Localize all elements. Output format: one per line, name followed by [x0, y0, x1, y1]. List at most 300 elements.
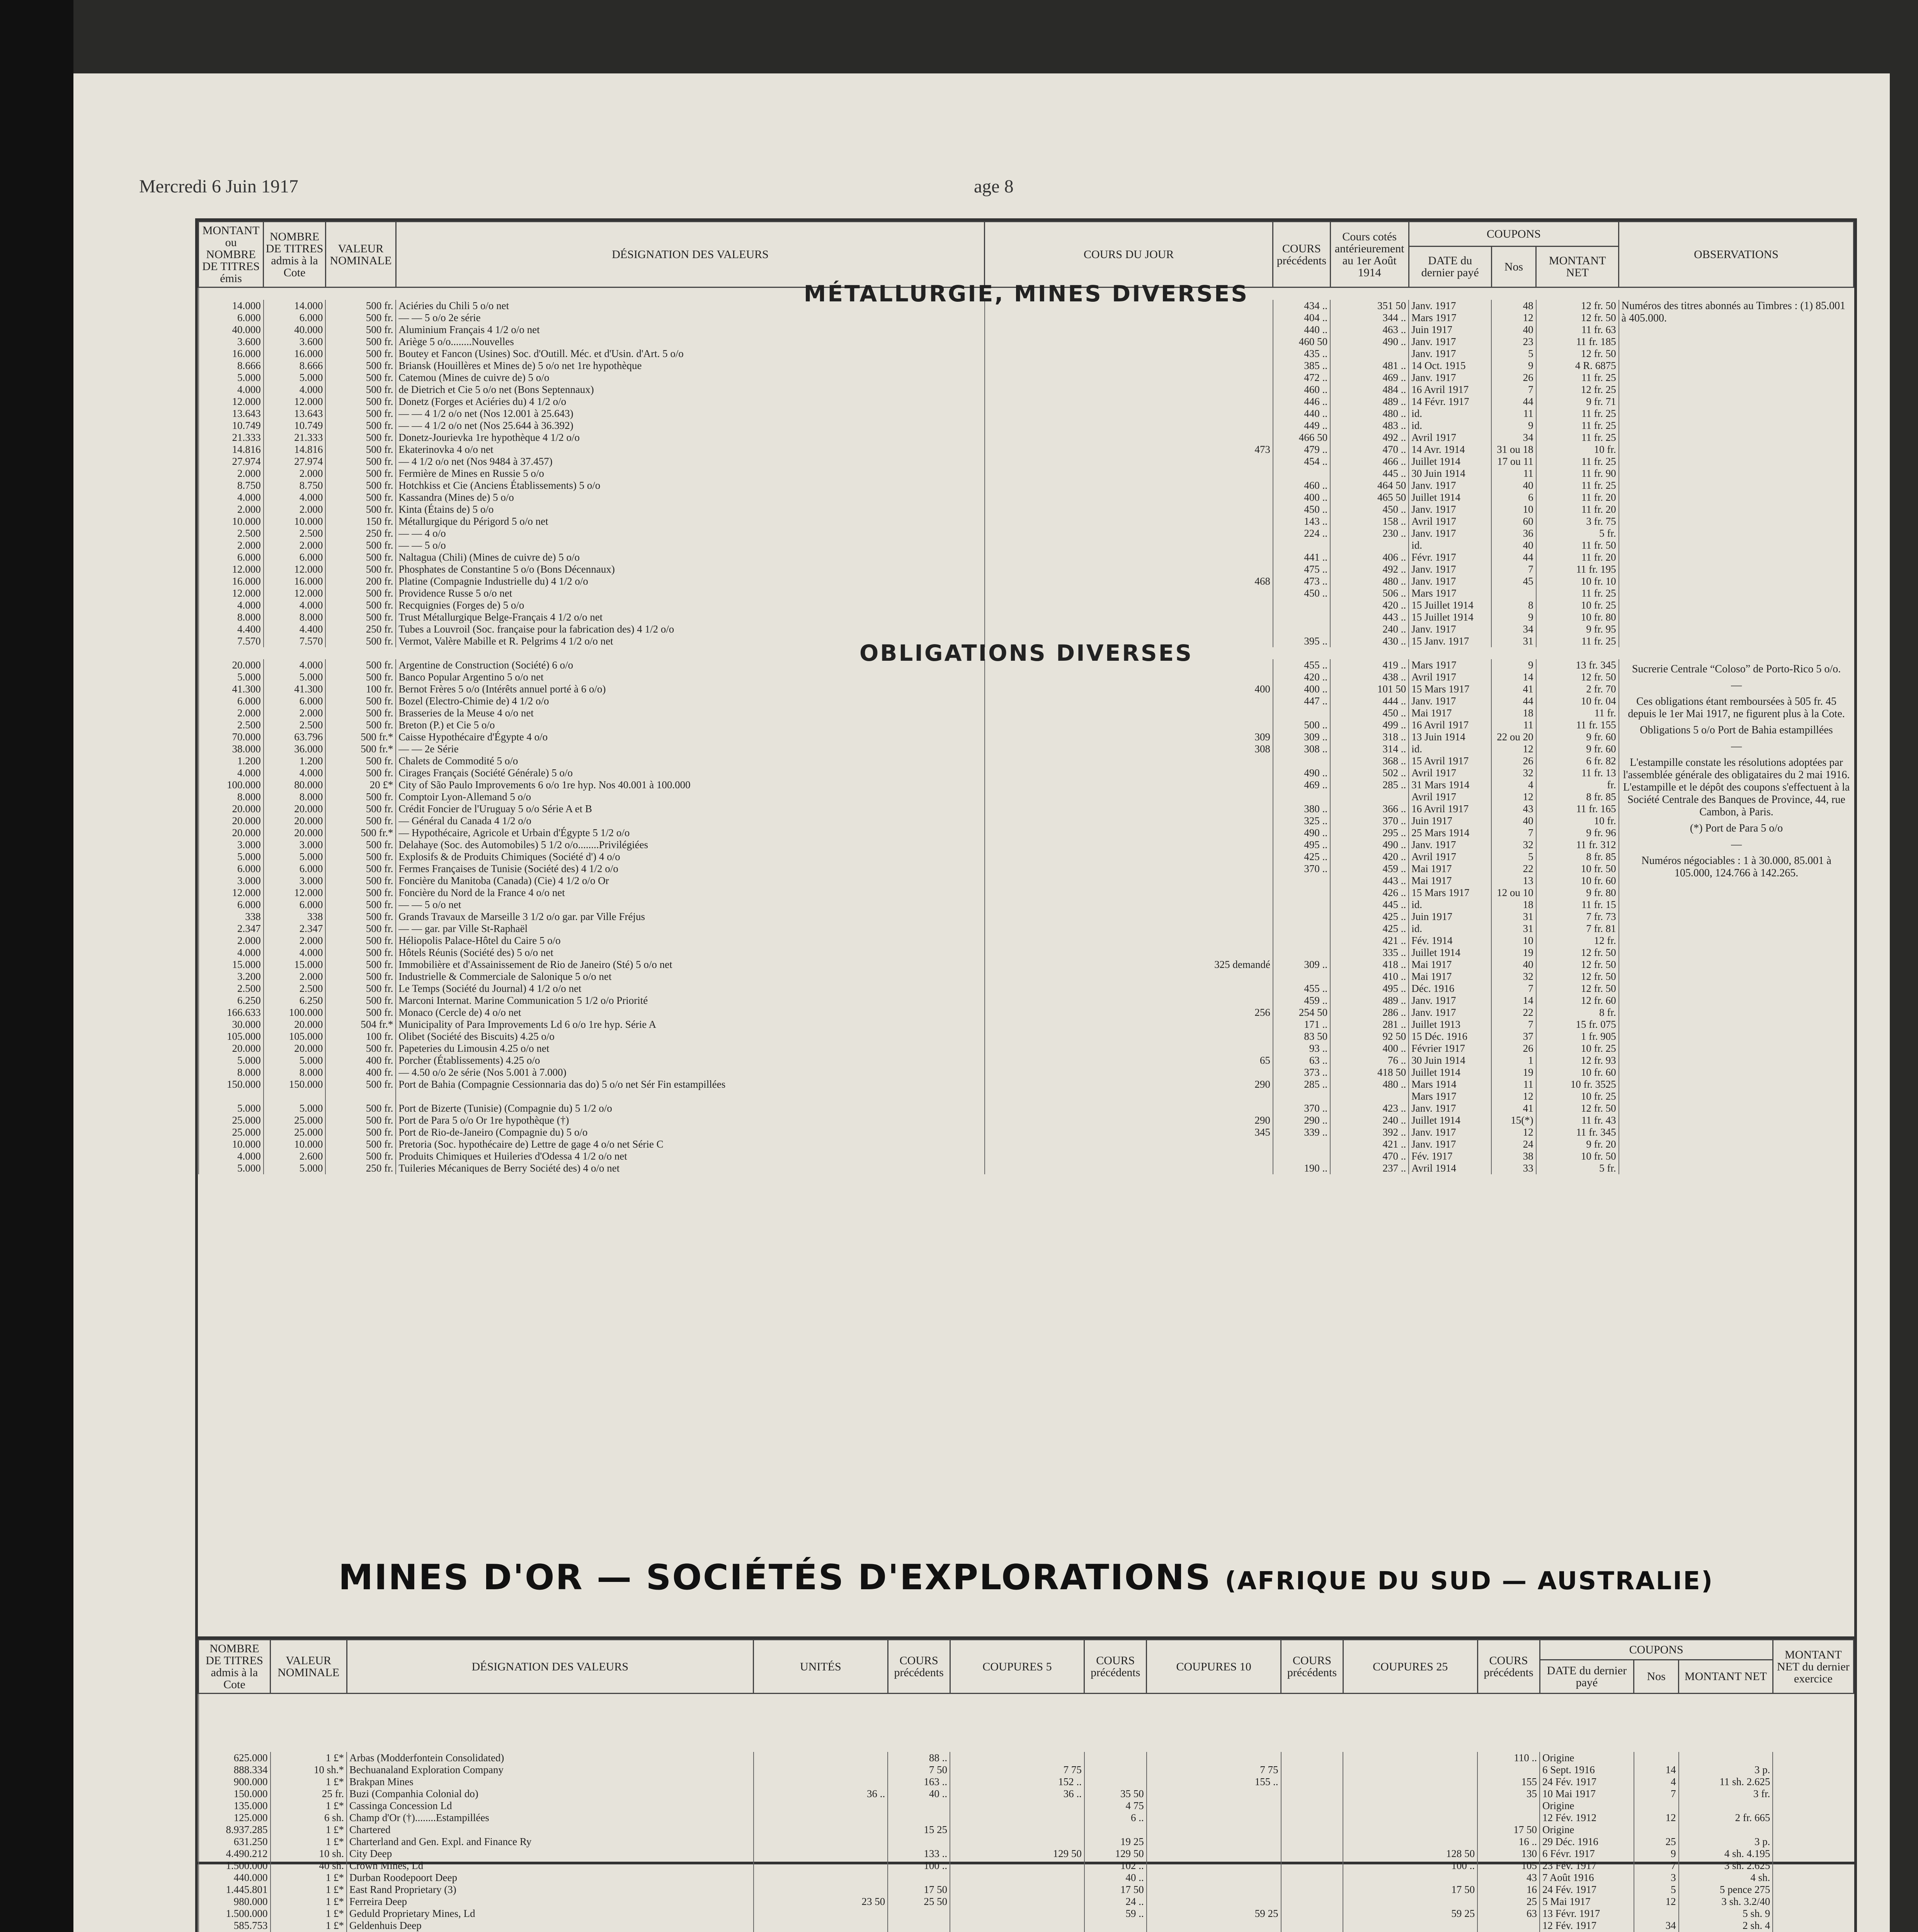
cell-cours-prec-4: [1477, 1764, 1540, 1776]
cell-cours-prec: [1273, 623, 1330, 635]
cell-cours-prec-4: 110 ..: [1477, 1752, 1540, 1764]
cell-nombre: 4.000: [264, 659, 326, 671]
cell-coupures10: [1147, 1860, 1281, 1872]
cell-date: Avril 1914: [1409, 1162, 1491, 1174]
cell-no: 18: [1491, 707, 1536, 719]
cell-montant-net: 10 fr. 60: [1536, 1066, 1619, 1078]
cell-cours-prec: 400 ..: [1273, 492, 1330, 503]
cell-valeur: 500 fr.: [325, 959, 396, 971]
cell-montant: 10.749: [199, 420, 264, 432]
cell-montant-net: 12 fr. 60: [1536, 995, 1619, 1007]
cell-no: 26: [1491, 372, 1536, 384]
cell-designation: City Deep: [347, 1848, 753, 1860]
cell-coupures10: [1147, 1884, 1281, 1896]
cell-cours-jour: 290: [985, 1078, 1273, 1090]
cell-nombre: 6.000: [264, 863, 326, 875]
cell-cours-prec-3: [1281, 1908, 1343, 1920]
cell-cours-jour: [985, 527, 1273, 539]
cell-date: Janv. 1917: [1409, 480, 1491, 492]
cell-date: id.: [1409, 923, 1491, 935]
cell-no: 22: [1491, 1007, 1536, 1019]
cell-coupures25: [1343, 1812, 1477, 1824]
cell-montant-net: 11 fr. 25: [1536, 456, 1619, 468]
cell-cours-prec: [1273, 1150, 1330, 1162]
cell-montant: 8.000: [199, 1066, 264, 1078]
cell-cours-prec-3: [1281, 1788, 1343, 1800]
cell-nombre: 4.490.212: [199, 1848, 271, 1860]
cell-cours-cotes: 466 ..: [1330, 456, 1409, 468]
mines-section-title: [195, 1557, 1857, 1598]
cell-montant: 6.000: [199, 863, 264, 875]
cell-unites: [754, 1848, 888, 1860]
cell-montant: 4.000: [199, 1150, 264, 1162]
cell-nombre: 36.000: [264, 743, 326, 755]
cell-exercice: [1773, 1896, 1853, 1908]
cell-date: Janv. 1917: [1409, 1138, 1491, 1150]
cell-designation: Caisse Hypothécaire d'Égypte 4 o/o: [396, 731, 984, 743]
cell-exercice: [1773, 1824, 1853, 1836]
cell-designation: City of São Paulo Improvements 6 o/o 1re hyp. Nos 40.001 à 100.000: [396, 779, 984, 791]
cell-date: 5 Mai 1917: [1540, 1896, 1634, 1908]
cell-montant-net: 11 fr. 25: [1536, 408, 1619, 420]
cell-cours-cotes: 480 ..: [1330, 408, 1409, 420]
cell-designation: de Dietrich et Cie 5 o/o net (Bons Septennaux): [396, 384, 984, 396]
cell-date: 7 Août 1916: [1540, 1872, 1634, 1884]
cell-date: id.: [1409, 743, 1491, 755]
table-row: [199, 767, 1854, 779]
cell-valeur: 200 fr.: [325, 575, 396, 587]
cell-nombre: 100.000: [264, 1007, 326, 1019]
cell-cours-prec-4: 25: [1477, 1896, 1540, 1908]
cell-montant: 6.000: [199, 695, 264, 707]
cell-valeur: 500 fr.: [325, 995, 396, 1007]
col-observations: OBSERVATIONS: [1619, 222, 1854, 287]
cell-cours-prec-4: 43: [1477, 1872, 1540, 1884]
cell-no: 31: [1491, 923, 1536, 935]
cell-nombre: 10.749: [264, 420, 326, 432]
cell-designation: Naltagua (Chili) (Mines de cuivre de) 5 o/o: [396, 551, 984, 563]
col-cours-prec: COURS précédents: [1273, 222, 1330, 287]
observation-text: Ces obligations étant remboursées à 505 fr. 45 depuis le 1er Mai 1917, ne figurent plus à la Cote.: [1628, 696, 1845, 720]
col-cours-cotes: Cours cotés antérieurement au 1er Août 1914: [1330, 222, 1409, 287]
table-row: [199, 348, 1854, 360]
cell-valeur: 1 £*: [271, 1800, 347, 1812]
cell-date: Mars 1917: [1409, 1090, 1491, 1102]
cell-cours-cotes: 480 ..: [1330, 1078, 1409, 1090]
cell-cours-prec-3: [1281, 1896, 1343, 1908]
cell-valeur: 250 fr.: [325, 527, 396, 539]
cell-cours-cotes: 490 ..: [1330, 839, 1409, 851]
table-row: [199, 599, 1854, 611]
cell-cours-prec: [1273, 911, 1330, 923]
cell-nombre: 14.816: [264, 444, 326, 456]
cell-no: 44: [1491, 551, 1536, 563]
cell-coupures10: [1147, 1800, 1281, 1812]
cell-cours-jour: [985, 432, 1273, 444]
cell-designation: Trust Métallurgique Belge-Français 4 1/2 o/o net: [396, 611, 984, 623]
cell-montant: 21.333: [199, 432, 264, 444]
cell-nombre: 2.000: [264, 503, 326, 515]
cell-cours-prec-4: 35: [1477, 1788, 1540, 1800]
cell-no: 15(*): [1491, 1114, 1536, 1126]
cell-nombre: 12.000: [264, 396, 326, 408]
cell-date: 15 Mars 1917: [1409, 683, 1491, 695]
cell-valeur: 500 fr.: [325, 611, 396, 623]
cell-date: Mars 1914: [1409, 1078, 1491, 1090]
cell-coupures10: [1147, 1872, 1281, 1884]
cell-designation: Aciéries du Chili 5 o/o net: [396, 300, 984, 312]
cell-valeur: 1 £*: [271, 1920, 347, 1932]
cell-cours-cotes: 237 ..: [1330, 1162, 1409, 1174]
cell-montant: 4.000: [199, 947, 264, 959]
cell-cours-cotes: 366 ..: [1330, 803, 1409, 815]
cell-montant-net: 10 fr. 3525: [1536, 1078, 1619, 1090]
cell-date: Avril 1917: [1409, 432, 1491, 444]
cell-cours-cotes: 443 ..: [1330, 875, 1409, 887]
cell-cours-prec: 373 ..: [1273, 1066, 1330, 1078]
cell-nombre: 12.000: [264, 587, 326, 599]
table-row: [199, 515, 1854, 527]
cell-valeur: 500 fr.: [325, 563, 396, 575]
cell-montant-net: 3 fr. 75: [1536, 515, 1619, 527]
cell-designation: Port de Para 5 o/o Or 1re hypothèque (†): [396, 1114, 984, 1126]
cell-nombre: 2.600: [264, 1150, 326, 1162]
cell-cours-jour: [985, 336, 1273, 348]
mcol-coupons: COUPONS: [1540, 1640, 1773, 1660]
cell-no: 31: [1491, 911, 1536, 923]
cell-unites: [754, 1860, 888, 1872]
cell-nombre: 10.000: [264, 1138, 326, 1150]
table-row: [199, 935, 1854, 947]
table-row: [199, 887, 1854, 899]
cell-date: 15 Janv. 1917: [1409, 635, 1491, 647]
cell-cours-prec: 490 ..: [1273, 827, 1330, 839]
cell-montant-net: 10 fr. 25: [1536, 1043, 1619, 1054]
cell-unites: [754, 1824, 888, 1836]
cell-montant: 2.000: [199, 503, 264, 515]
cell-montant-net: 11 fr. 63: [1536, 324, 1619, 336]
table-row: [199, 492, 1854, 503]
cell-designation: Chartered: [347, 1824, 753, 1836]
cell-no: 38: [1491, 1150, 1536, 1162]
cell-cours-jour: [985, 396, 1273, 408]
table-row: [199, 312, 1854, 324]
cell-nombre: 1.445.801: [199, 1884, 271, 1896]
cell-date: 12 Fév. 1912: [1540, 1812, 1634, 1824]
cell-date: Janv. 1917: [1409, 372, 1491, 384]
cell-montant: 4.000: [199, 384, 264, 396]
cell-designation: Phosphates de Constantine 5 o/o (Bons Décennaux): [396, 563, 984, 575]
cell-cours-cotes: 370 ..: [1330, 815, 1409, 827]
cell-coupures5: [950, 1908, 1084, 1920]
cell-montant-net: [1679, 1824, 1773, 1836]
cell-date: Février 1917: [1409, 1043, 1491, 1054]
col-coupons: COUPONS: [1409, 222, 1618, 247]
mcol-cours-prec3: COURS précédents: [1281, 1640, 1343, 1694]
cell-cours-jour: [985, 611, 1273, 623]
cell-cours-cotes: 425 ..: [1330, 911, 1409, 923]
cell-cours-cotes: 430 ..: [1330, 635, 1409, 647]
cell-cours-jour: [985, 1162, 1273, 1174]
cell-coupures25: [1343, 1896, 1477, 1908]
cell-cours-prec: [1273, 755, 1330, 767]
mcol-coupures5: COUPURES 5: [950, 1640, 1084, 1694]
cell-montant: 16.000: [199, 575, 264, 587]
cell-coupures10: [1147, 1848, 1281, 1860]
cell-cours-prec: 370 ..: [1273, 863, 1330, 875]
cell-montant-net: 11 fr. 345: [1536, 1126, 1619, 1138]
cell-nombre: 14.000: [264, 300, 326, 312]
cell-montant: 6.000: [199, 899, 264, 911]
cell-valeur: 500 fr.: [325, 947, 396, 959]
cell-coupures25: [1343, 1920, 1477, 1932]
cell-coupures5: [950, 1812, 1084, 1824]
cell-no: 11: [1491, 468, 1536, 480]
cell-valeur: 25 fr.: [271, 1788, 347, 1800]
cell-date: 23 Fév. 1917: [1540, 1860, 1634, 1872]
cell-no: 3: [1634, 1872, 1679, 1884]
cell-montant: 20.000: [199, 827, 264, 839]
cell-montant-net: 11 fr. 25: [1536, 635, 1619, 647]
cell-no: 12 ou 10: [1491, 887, 1536, 899]
cell-montant-net: 7 fr. 81: [1536, 923, 1619, 935]
cell-coupures25: [1343, 1752, 1477, 1764]
cell-valeur: 40 sh.: [271, 1860, 347, 1872]
cell-designation: — 4.50 o/o 2e série (Nos 5.001 à 7.000): [396, 1066, 984, 1078]
cell-nombre: 105.000: [264, 1031, 326, 1043]
cell-exercice: [1773, 1872, 1853, 1884]
cell-montant-net: 11 fr. 20: [1536, 503, 1619, 515]
cell-montant: 2.500: [199, 527, 264, 539]
cell-cours-jour: [985, 492, 1273, 503]
cell-cours-prec: 440 ..: [1273, 324, 1330, 336]
cell-valeur: 500 fr.: [325, 539, 396, 551]
cell-valeur: 500 fr.: [325, 468, 396, 480]
cell-no: 19: [1491, 1066, 1536, 1078]
cell-nombre: 2.000: [264, 971, 326, 983]
cell-montant: 3.000: [199, 875, 264, 887]
cell-cours-cotes: 344 ..: [1330, 312, 1409, 324]
cell-montant-net: 3 sh. 3.2/40: [1679, 1896, 1773, 1908]
cell-exercice: [1773, 1812, 1853, 1824]
mcol-nombre: NOMBRE DE TITRES admis à la Cote: [199, 1640, 271, 1694]
cell-montant: 8.000: [199, 611, 264, 623]
cell-cours-prec: 459 ..: [1273, 995, 1330, 1007]
cell-date: 15 Mars 1917: [1409, 887, 1491, 899]
cell-date: Janv. 1917: [1409, 563, 1491, 575]
cell-nombre: 20.000: [264, 815, 326, 827]
cell-cours-cotes: 502 ..: [1330, 767, 1409, 779]
cell-montant-net: 3 p.: [1679, 1836, 1773, 1848]
cell-date: Fév. 1914: [1409, 935, 1491, 947]
table-row: [199, 779, 1854, 791]
cell-valeur: 504 fr.*: [325, 1019, 396, 1031]
cell-cours-prec: 449 ..: [1273, 420, 1330, 432]
cell-montant-net: 11 sh. 2.625: [1679, 1776, 1773, 1788]
cell-date: 6 Févr. 1917: [1540, 1848, 1634, 1860]
cell-coupures5: [950, 1860, 1084, 1872]
cell-date: 16 Avril 1917: [1409, 719, 1491, 731]
cell-cours-prec-1: [888, 1920, 950, 1932]
cell-montant-net: 9 fr. 60: [1536, 743, 1619, 755]
cell-valeur: 10 sh.*: [271, 1764, 347, 1776]
cell-designation: Boutey et Fancon (Usines) Soc. d'Outill. Méc. et d'Usin. d'Art. 5 o/o: [396, 348, 984, 360]
cell-valeur: 500 fr.: [325, 1043, 396, 1054]
cell-montant: 20.000: [199, 803, 264, 815]
cell-montant: 12.000: [199, 587, 264, 599]
cell-nombre: 338: [264, 911, 326, 923]
cell-no: 41: [1491, 683, 1536, 695]
cell-no: 41: [1491, 1102, 1536, 1114]
cell-cours-jour: [985, 503, 1273, 515]
cell-montant: 105.000: [199, 1031, 264, 1043]
cell-cours-jour: [985, 803, 1273, 815]
cell-designation: Grands Travaux de Marseille 3 1/2 o/o gar. par Ville Fréjus: [396, 911, 984, 923]
cell-designation: Ekaterinovka 4 o/o net: [396, 444, 984, 456]
cell-exercice: [1773, 1836, 1853, 1848]
table-row: [199, 336, 1854, 348]
cell-no: 5: [1634, 1884, 1679, 1896]
cell-valeur: 500 fr.*: [325, 731, 396, 743]
cell-cours-prec-1: [888, 1800, 950, 1812]
cell-no: 7: [1491, 1019, 1536, 1031]
cell-cours-cotes: 421 ..: [1330, 935, 1409, 947]
cell-cours-prec: 435 ..: [1273, 348, 1330, 360]
cell-no: 34: [1634, 1920, 1679, 1932]
cell-valeur: 500 fr.: [325, 899, 396, 911]
cell-nombre: 4.000: [264, 384, 326, 396]
table-row: [199, 995, 1854, 1007]
cell-montant-net: 10 fr. 60: [1536, 875, 1619, 887]
cell-no: 40: [1491, 959, 1536, 971]
cell-cours-cotes: 469 ..: [1330, 372, 1409, 384]
cell-no: 36: [1491, 527, 1536, 539]
cell-coupures25: 128 50: [1343, 1848, 1477, 1860]
table-row: [199, 923, 1854, 935]
table-row: [199, 468, 1854, 480]
cell-coupures25: [1343, 1788, 1477, 1800]
cell-nombre: 20.000: [264, 827, 326, 839]
cell-designation: Breton (P.) et Cie 5 o/o: [396, 719, 984, 731]
cell-no: 7: [1491, 827, 1536, 839]
cell-date: Mars 1917: [1409, 659, 1491, 671]
cell-date: 31 Mars 1914: [1409, 779, 1491, 791]
cell-date: Janv. 1917: [1409, 839, 1491, 851]
section2-title: OBLIGATIONS DIVERSES: [199, 647, 1854, 659]
cell-cours-prec-3: [1281, 1776, 1343, 1788]
cell-montant-net: 11 fr. 90: [1536, 468, 1619, 480]
cell-cours-jour: 308: [985, 743, 1273, 755]
cell-nombre: 625.000: [199, 1752, 271, 1764]
cell-date: Janv. 1917: [1409, 503, 1491, 515]
table-row: [199, 1908, 1854, 1920]
cell-cours-jour: [985, 551, 1273, 563]
cell-montant-net: 12 fr. 50: [1536, 312, 1619, 324]
cell-valeur: 500 fr.: [325, 1102, 396, 1114]
cell-cours-cotes: 421 ..: [1330, 1138, 1409, 1150]
cell-montant-net: [1679, 1752, 1773, 1764]
cell-designation: East Rand Proprietary (3): [347, 1884, 753, 1896]
cell-montant-net: 11 fr. 195: [1536, 563, 1619, 575]
cell-date: Janv. 1917: [1409, 575, 1491, 587]
cell-cours-cotes: 400 ..: [1330, 1043, 1409, 1054]
cell-cours-jour: [985, 755, 1273, 767]
cell-cours-cotes: 420 ..: [1330, 599, 1409, 611]
cell-no: 31: [1491, 635, 1536, 647]
cell-no: 45: [1491, 575, 1536, 587]
cell-no: 32: [1491, 839, 1536, 851]
cell-montant: 20.000: [199, 815, 264, 827]
cell-nombre: 5.000: [264, 851, 326, 863]
mcol-date: DATE du dernier payé: [1540, 1660, 1634, 1693]
cell-valeur: 500 fr.: [325, 408, 396, 420]
cell-nombre: 6.000: [264, 551, 326, 563]
cell-cours-prec-3: [1281, 1860, 1343, 1872]
cell-cours-prec: 290 ..: [1273, 1114, 1330, 1126]
cell-montant: 12.000: [199, 887, 264, 899]
table-row: [199, 719, 1854, 731]
table-row: [199, 503, 1854, 515]
table-row: [199, 432, 1854, 444]
cell-date: Avril 1917: [1409, 791, 1491, 803]
cell-designation: Cassinga Concession Ld: [347, 1800, 753, 1812]
cell-date: id.: [1409, 899, 1491, 911]
cell-cours-prec-2: 102 ..: [1084, 1860, 1147, 1872]
cell-no: 10: [1491, 935, 1536, 947]
cell-cours-prec: 490 ..: [1273, 767, 1330, 779]
cell-valeur: 500 fr.: [325, 755, 396, 767]
cell-cours-prec-3: [1281, 1836, 1343, 1848]
cell-designation: Métallurgique du Périgord 5 o/o net: [396, 515, 984, 527]
cell-no: 1: [1491, 1054, 1536, 1066]
cell-valeur: 500 fr.: [325, 1138, 396, 1150]
cell-cours-prec: 434 ..: [1273, 300, 1330, 312]
cell-date: Mars 1917: [1409, 312, 1491, 324]
cell-valeur: 500 fr.: [325, 1114, 396, 1126]
cell-date: id.: [1409, 539, 1491, 551]
cell-no: 19: [1491, 947, 1536, 959]
cell-no: 32: [1491, 971, 1536, 983]
cell-cours-jour: [985, 1090, 1273, 1102]
mcol-unites: UNITÉS: [754, 1640, 888, 1694]
cell-no: 14: [1491, 995, 1536, 1007]
cell-montant: 20.000: [199, 1043, 264, 1054]
cell-valeur: 1 £*: [271, 1836, 347, 1848]
cell-montant: 38.000: [199, 743, 264, 755]
cell-date: Janv. 1917: [1409, 995, 1491, 1007]
cell-nombre: 5.000: [264, 671, 326, 683]
cell-valeur: 500 fr.: [325, 695, 396, 707]
cell-date: Juillet 1914: [1409, 492, 1491, 503]
cell-no: 14: [1491, 671, 1536, 683]
cell-montant: 16.000: [199, 348, 264, 360]
cell-montant: 3.600: [199, 336, 264, 348]
cell-cours-prec: 466 50: [1273, 432, 1330, 444]
cell-cours-prec: 450 ..: [1273, 587, 1330, 599]
cell-cours-jour: 400: [985, 683, 1273, 695]
cell-cours-cotes: 425 ..: [1330, 923, 1409, 935]
table-row: [199, 1162, 1854, 1174]
observation-text: L'estampille constate les résolutions adoptées par l'assemblée générale des obligataires du 2 mai 1916. L'estampille et le dépôt des coupons s'effectuent à la Société Centrale des Banques de Province, 44, rue Cambon, à Paris.: [1623, 757, 1850, 818]
cell-designation: Port de Bizerte (Tunisie) (Compagnie du) 5 1/2 o/o: [396, 1102, 984, 1114]
cell-cours-prec: [1273, 707, 1330, 719]
cell-cours-prec-3: [1281, 1764, 1343, 1776]
cell-montant: 2.000: [199, 539, 264, 551]
cell-cours-prec-4: 16: [1477, 1884, 1540, 1896]
cell-cours-cotes: 481 ..: [1330, 360, 1409, 372]
cell-valeur: 500 fr.: [325, 863, 396, 875]
cell-cours-prec-3: [1281, 1824, 1343, 1836]
